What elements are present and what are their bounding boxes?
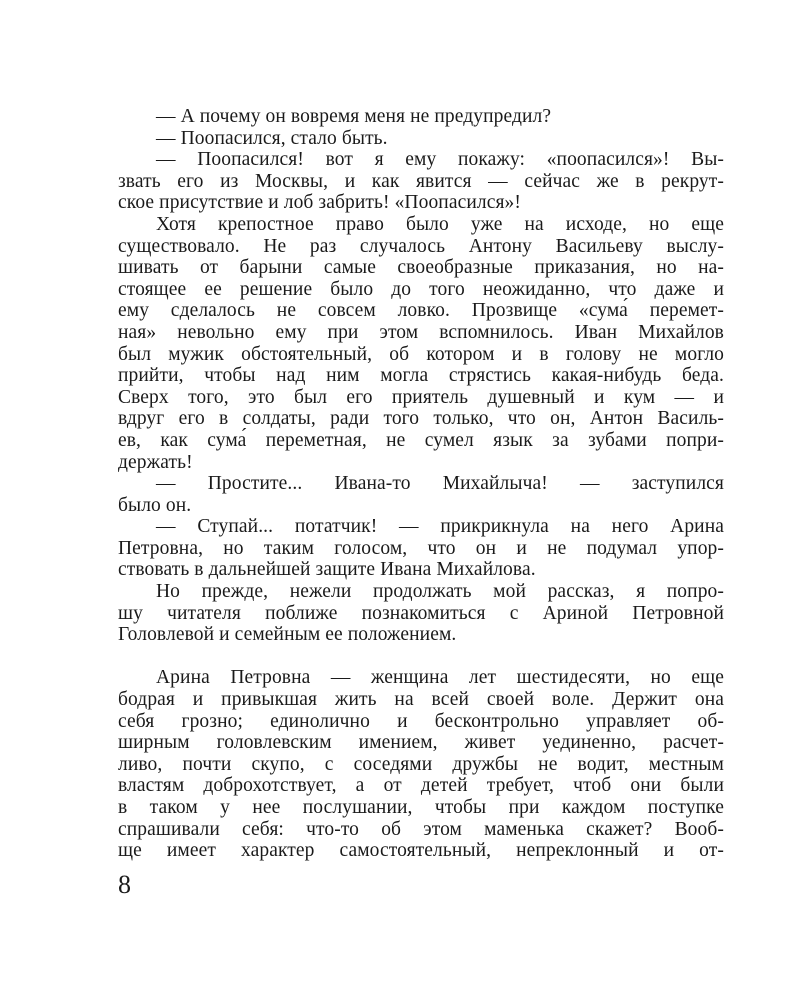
- page-number: 8: [118, 870, 131, 899]
- text-line: Петровна, но таким голосом, что он и не подумал упор-: [118, 537, 724, 559]
- text-line: ев, как сума́ переметная, не сумел язык за зубами попри-: [118, 429, 724, 451]
- text-line: Хотя крепостное право было уже на исходе, но еще: [156, 213, 724, 235]
- text-line: существовало. Не раз случалось Антону Васильеву выслу-: [118, 235, 724, 257]
- text-line: властям доброхотствует, а от детей требует, чтоб они были: [118, 775, 724, 797]
- text-line: стоящее ее решение было до того неожиданно, что даже и: [118, 278, 724, 300]
- text-line: в таком у нее послушании, чтобы при каждом поступке: [118, 797, 724, 818]
- section-break: [118, 646, 724, 668]
- text-line: было он.: [118, 494, 192, 516]
- text-line: шу читателя поближе познакомиться с Ариной Петровной: [118, 602, 724, 624]
- text-line: был мужик обстоятельный, об котором и в голову не могло: [118, 343, 724, 365]
- text-line: спрашивали себя: что-то об этом маменька скажет? Вооб-: [118, 818, 724, 840]
- page-text-body: [118, 106, 724, 862]
- text-line: Головлевой и семейным ее положением.: [118, 624, 457, 646]
- text-line: ливо, почти скупо, с соседями дружбы не водит, местным: [118, 753, 724, 775]
- text-line: держать!: [118, 451, 193, 473]
- text-line: прийти, чтобы над ним могла стрястись какая-нибудь беда.: [118, 365, 724, 387]
- text-line: ная» невольно ему при этом вспомнилось. Иван Михайлов: [118, 321, 724, 343]
- text-line: ему сделалось не совсем ловко. Прозвище «сума́ перемет-: [118, 300, 724, 322]
- text-line: бодрая и привыкшая жить на всей своей воле. Держит она: [118, 689, 724, 711]
- text-line: звать его из Москвы, и как явится — сейчас же в рекрут-: [118, 170, 724, 192]
- text-line: шивать от барыни самые своеобразные приказания, но на-: [118, 257, 724, 279]
- text-line: Арина Петровна — женщина лет шестидесяти, но еще: [156, 667, 724, 689]
- text-line: — Поопасился! вот я ему покажу: «поопасился»! Вы-: [156, 149, 724, 171]
- text-line: ское присутствие и лоб забрить! «Поопасился»!: [118, 192, 521, 214]
- text-line: ствовать в дальнейшей защите Ивана Михайлова.: [118, 559, 536, 581]
- text-line: — Простите... Ивана-то Михайлыча! — заступился: [156, 473, 724, 495]
- text-line: себя грозно; единолично и бесконтрольно управляет об-: [118, 710, 724, 732]
- text-line: вдруг его в солдаты, ради того только, что он, Антон Василь-: [118, 408, 724, 430]
- text-line: — Поопасился, стало быть.: [156, 127, 388, 149]
- text-line: — Ступай... потатчик! — прикрикнула на него Арина: [156, 516, 724, 538]
- text-line: ще имеет характер самостоятельный, непреклонный и от-: [118, 840, 724, 862]
- text-line: Сверх того, это был его приятель душевный и кум — и: [118, 386, 724, 408]
- text-line: Но прежде, нежели продолжать мой рассказ, я попро-: [156, 581, 724, 603]
- text-line: ширным головлевским имением, живет уединенно, расчет-: [118, 732, 724, 754]
- text-line: — А почему он вовремя меня не предупредил?: [156, 106, 552, 127]
